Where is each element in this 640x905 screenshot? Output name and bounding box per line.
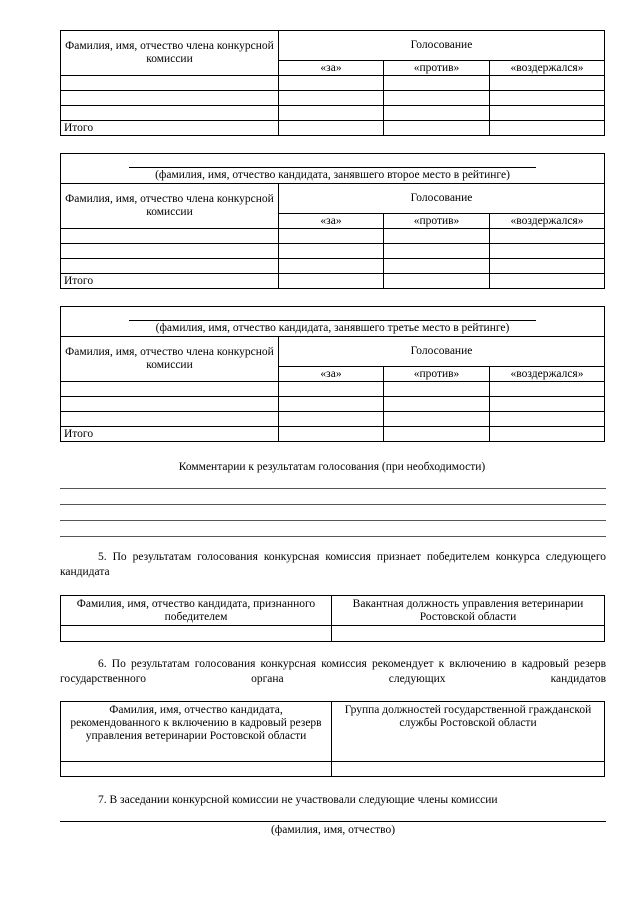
col-for: «за» <box>279 61 384 76</box>
total-label: Итого <box>61 427 279 442</box>
table-row <box>61 229 605 244</box>
col-against: «против» <box>384 61 490 76</box>
candidate-2-cell <box>61 154 605 184</box>
winner-col2-header: Вакантная должность управления ветеринарии Ростовской области <box>332 596 605 626</box>
reserve-col1-header: Фамилия, имя, отчество кандидата, рекомендованного к включению в кадровый резерв управления ветеринарии Ростовской области <box>61 702 332 762</box>
member-header: Фамилия, имя, отчество члена конкурсной комиссии <box>61 184 279 229</box>
comment-line <box>60 520 606 521</box>
table-row <box>61 397 605 412</box>
table-row <box>61 91 605 106</box>
member-header: Фамилия, имя, отчество члена конкурсной комиссии <box>61 31 279 76</box>
total-label: Итого <box>61 274 279 289</box>
table-row <box>61 762 605 777</box>
candidate-3-cell <box>61 307 605 337</box>
col-abstained: «воздержался» <box>490 214 605 229</box>
total-label: Итого <box>61 121 279 136</box>
col-for: «за» <box>279 214 384 229</box>
absent-members-line <box>60 821 606 822</box>
table-row <box>61 259 605 274</box>
candidate-3-caption: (фамилия, имя, отчество кандидата, занявшего третье место в рейтинге) <box>155 322 510 334</box>
vote-table-3 <box>60 306 605 442</box>
col-abstained: «воздержался» <box>490 367 605 382</box>
absent-members-caption: (фамилия, имя, отчество) <box>270 824 396 836</box>
voting-header: Голосование <box>279 337 605 367</box>
section-5-paragraph: 5. По результатам голосования конкурсная комиссия признает победителем конкурса следующего кандидата <box>60 551 606 578</box>
section-6-text <box>60 657 606 687</box>
voting-header: Голосование <box>279 184 605 214</box>
col-against: «против» <box>384 367 490 382</box>
voting-header: Голосование <box>279 31 605 61</box>
section-5-text <box>60 550 606 580</box>
member-header: Фамилия, имя, отчество члена конкурсной комиссии <box>61 337 279 382</box>
col-for: «за» <box>279 367 384 382</box>
col-abstained: «воздержался» <box>490 61 605 76</box>
table-row <box>61 244 605 259</box>
winner-col1-header: Фамилия, имя, отчество кандидата, признанного победителем <box>61 596 332 626</box>
section-7-text: 7. В заседании конкурсной комиссии не участвовали следующие члены комиссии <box>98 794 498 806</box>
comment-line <box>60 504 606 505</box>
table-row <box>61 76 605 91</box>
candidate-2-caption: (фамилия, имя, отчество кандидата, занявшего второе место в рейтинге) <box>155 169 510 181</box>
table-row <box>61 382 605 397</box>
comments-title: Комментарии к результатам голосования (при необходимости) <box>178 461 486 473</box>
col-against: «против» <box>384 214 490 229</box>
comment-line <box>60 488 606 489</box>
table-row <box>61 412 605 427</box>
reserve-col2-header: Группа должностей государственной гражданской службы Ростовской области <box>332 702 605 762</box>
table-row <box>61 106 605 121</box>
vote-table-1 <box>60 30 605 136</box>
vote-table-2 <box>60 153 605 289</box>
winner-table <box>60 595 605 642</box>
reserve-table <box>60 701 605 777</box>
comment-line <box>60 536 606 537</box>
table-row <box>61 626 605 642</box>
section-6-paragraph: 6. По результатам голосования конкурсная комиссия рекомендует к включению в кадровый резерв государственного органа следующих кандидатов <box>60 658 606 685</box>
